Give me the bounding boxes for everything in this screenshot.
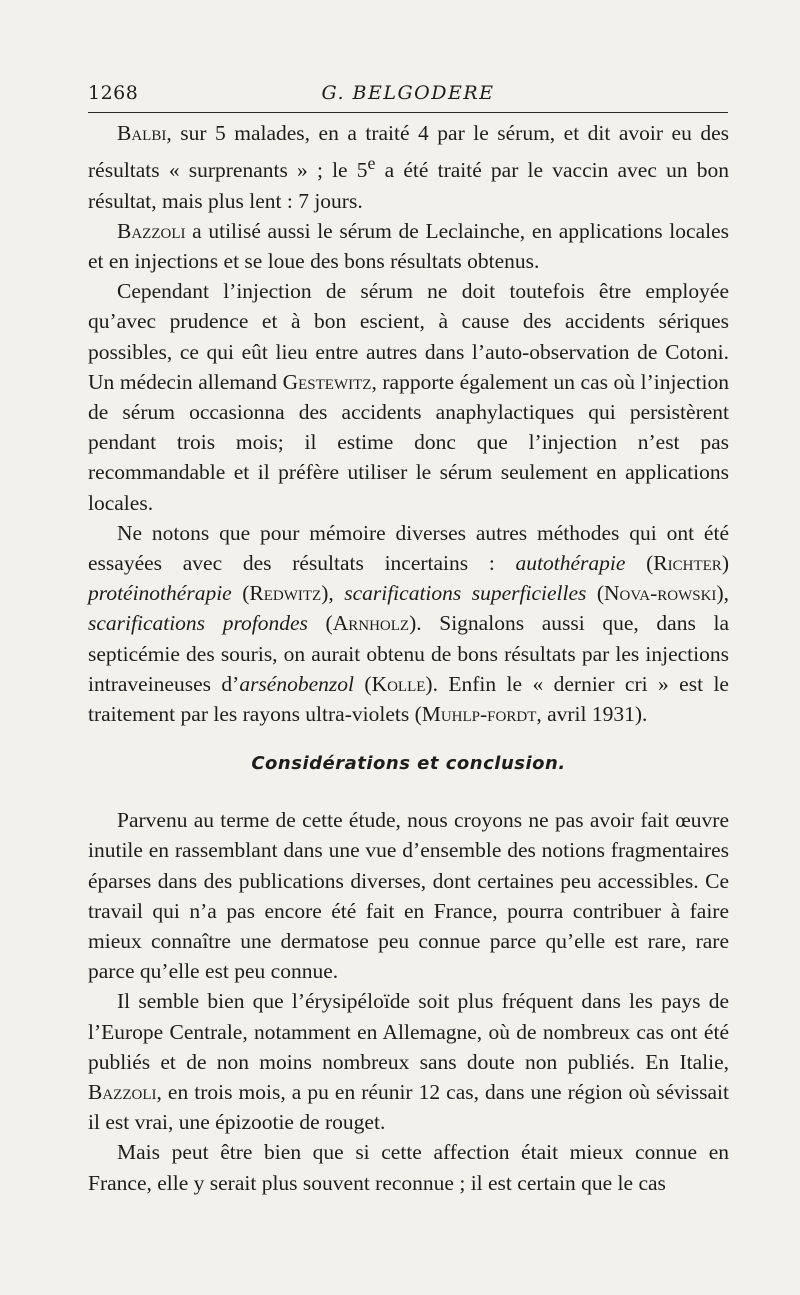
body-text [88,118,729,1198]
text-run: a été traité par le vaccin avec un bon résultat, mais plus lent : 7 jours. [88,158,729,213]
text-run: Ne notons que pour mémoire diverses autres méthodes qui ont été essayées avec des résultats incertains : [88,520,729,575]
italic-term: autothérapie [515,551,626,575]
author-name: Muhlp-fordt [421,702,537,727]
author-name: Kolle [371,671,426,696]
author-name: Nova-rowski [604,581,717,606]
paragraph [88,1137,729,1197]
text-run: ( [307,611,333,636]
text-run: Parvenu au terme de cette étude, nous croyons ne pas avoir fait œuvre inutile en rassemblant dans une vue d’ensemble des notions fragmentaires éparses dans des publications diverses, dont certaines peu accessibles. Ce travail qui n’a pas encore été fait en France, pourra contribuer à faire mieux connaître une dermatose peu connue parce qu’elle est rare, rare parce qu’elle est peu connue. [88,808,729,984]
running-head: G. BELGODERE [321,82,495,104]
text-run: ( [231,581,250,606]
author-name: Balbi [117,121,167,145]
italic-term: scarifications superficielles [344,581,587,606]
text-run: , rapporte également un cas où l’injection de sérum occasionna des accidents anaphylactiques qui persistèrent pendant trois mois; il estime donc que l’injection n’est pas recommandable et il préfère utiliser le sérum seulement en applications locales. [88,369,729,515]
paragraph [88,986,729,1137]
text-run: ), [716,581,729,606]
paragraphs-after [88,805,729,1198]
author-name: Redwitz [249,581,322,606]
author-name: Bazzoli [88,1080,157,1105]
italic-term: scarifications profondes [88,611,308,636]
text-run: e [367,153,376,174]
author-name: Bazzoli [117,218,186,243]
paragraph [88,118,729,216]
text-run: Cependant l’injection de sérum ne doit toutefois être employée qu’avec prudence et à bon escient, à cause des accidents sériques possibles, ce qui eût lieu entre autres dans l’auto-observation de Cotoni. Un médecin allemand [88,279,729,394]
page-header [88,80,728,112]
text-run: ), [321,581,345,606]
paragraphs-before [88,118,729,729]
paragraph [88,276,729,518]
text-run: , sur 5 malades, en a traité 4 par le sérum, et dit avoir eu des résultats « surprenants » ; le 5 [88,121,729,183]
paragraph [88,805,729,986]
paragraph [88,518,729,729]
paragraph [88,216,729,276]
text-run: ). Enfin le « dernier cri » est le traitement par les rayons ultra-violets ( [88,671,729,727]
text-run: ( [586,581,605,606]
text-run: ( [625,551,654,575]
italic-term: protéinothérapie [88,581,232,606]
author-name: Arnholz [332,611,410,636]
text-run: ). Signalons aussi que, dans la septicémie des souris, on aurait obtenu de bons résultats par les injections intraveineuses d’ [88,611,729,696]
text-run: Mais peut être bien que si cette affection était mieux connue en France, elle y serait plus souvent reconnue ; il est certain que le cas [88,1140,729,1195]
page-number: 1268 [88,82,139,104]
text-run: ( [353,671,372,696]
section-heading: Considérations et conclusion. [251,753,566,775]
italic-term: arsénobenzol [239,671,354,696]
text-run: a utilisé aussi le sérum de Leclainche, en applications locales et en injections et se loue des bons résultats obtenus. [88,218,729,273]
text-run: , avril 1931). [536,702,648,727]
author-name: Richter [653,551,722,575]
author-name: Gestewitz [282,369,372,394]
header-rule [88,112,728,113]
text-run: ) [721,551,729,575]
text-run: , en trois mois, a pu en réunir 12 cas, dans une région où sévissait il est vrai, une épizootie de rouget. [88,1080,729,1135]
text-run: Il semble bien que l’érysipéloïde soit plus fréquent dans les pays de l’Europe Centrale, notamment en Allemagne, où de nombreux cas ont été publiés et de non moins nombreux sans doute non publiés. En Italie, [88,989,729,1074]
